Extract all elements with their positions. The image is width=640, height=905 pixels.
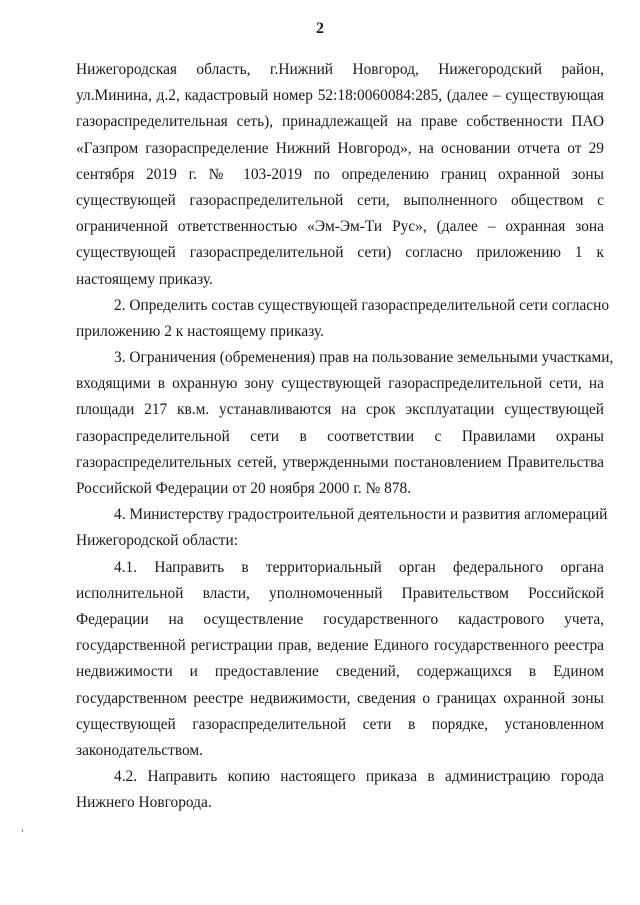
document-body [76,57,614,816]
text-line: газораспределительная сеть), принадлежащей на праве собственности ПАО [76,113,604,131]
text-line: Нижегородская область, г.Нижний Новгород, Нижегородский район, [76,61,604,78]
text-line: приложению 2 к настоящему приказу. [76,322,324,340]
text-line: 4. Министерству градостроительной деятельности и развития агломераций [114,506,608,524]
text-line: существующей газораспределительной сети, выполненного обществом с [76,191,604,209]
text-line: газораспределительных сетей, утвержденными постановлением Правительства [76,453,604,471]
text-line: государственной регистрации прав, ведение Единого государственного реестра [76,637,604,655]
text-line: 3. Ограничения (обременения) прав на пользование земельными участками, [114,349,614,367]
text-line: площади 217 кв.м. устанавливаются на срок эксплуатации существующей [76,401,604,419]
text-line: законодательством. [76,741,204,759]
text-line: настоящему приказу. [76,270,213,288]
text-line: государственном реестре недвижимости, сведения о границах охранной зоны [76,689,604,707]
text-line: ограниченной ответственностью «Эм-Эм-Ти Рус», (далее – охранная зона [76,218,604,236]
text-line: 4.2. Направить копию настоящего приказа в администрацию города [114,768,604,786]
page-number: 2 [316,20,324,37]
text-line: сентября 2019 г. № 103-2019 по определению границ охранной зоны [76,165,604,183]
text-line: существующей газораспределительной сети) согласно приложению 1 к [76,244,604,262]
text-line: Нижнего Новгорода. [76,794,212,812]
text-line: недвижимости и предоставление сведений, содержащихся в Едином [76,663,604,681]
text-line: «Газпром газораспределение Нижний Новгород», на основании отчета от 29 [76,139,604,157]
scan-mark [22,829,23,832]
text-line: исполнительной власти, уполномоченный Правительством Российской [76,584,604,602]
text-line: ул.Минина, д.2, кадастровый номер 52:18:0060084:285, (далее – существующая [76,87,604,105]
text-line: Российской Федерации от 20 ноября 2000 г. № 878. [76,480,412,497]
text-line: существующей газораспределительной сети в порядке, установленном [76,715,604,733]
text-line: Федерации на осуществление государственного кадастрового учета, [76,610,604,628]
text-line: газораспределительной сети в соответствии с Правилами охраны [76,427,604,445]
text-line: входящими в охранную зону существующей газораспределительной сети, на [76,375,604,393]
text-line: Нижегородской области: [76,532,239,550]
text-line: 2. Определить состав существующей газораспределительной сети согласно [114,296,610,314]
text-line: 4.1. Направить в территориальный орган федерального органа [114,558,604,576]
